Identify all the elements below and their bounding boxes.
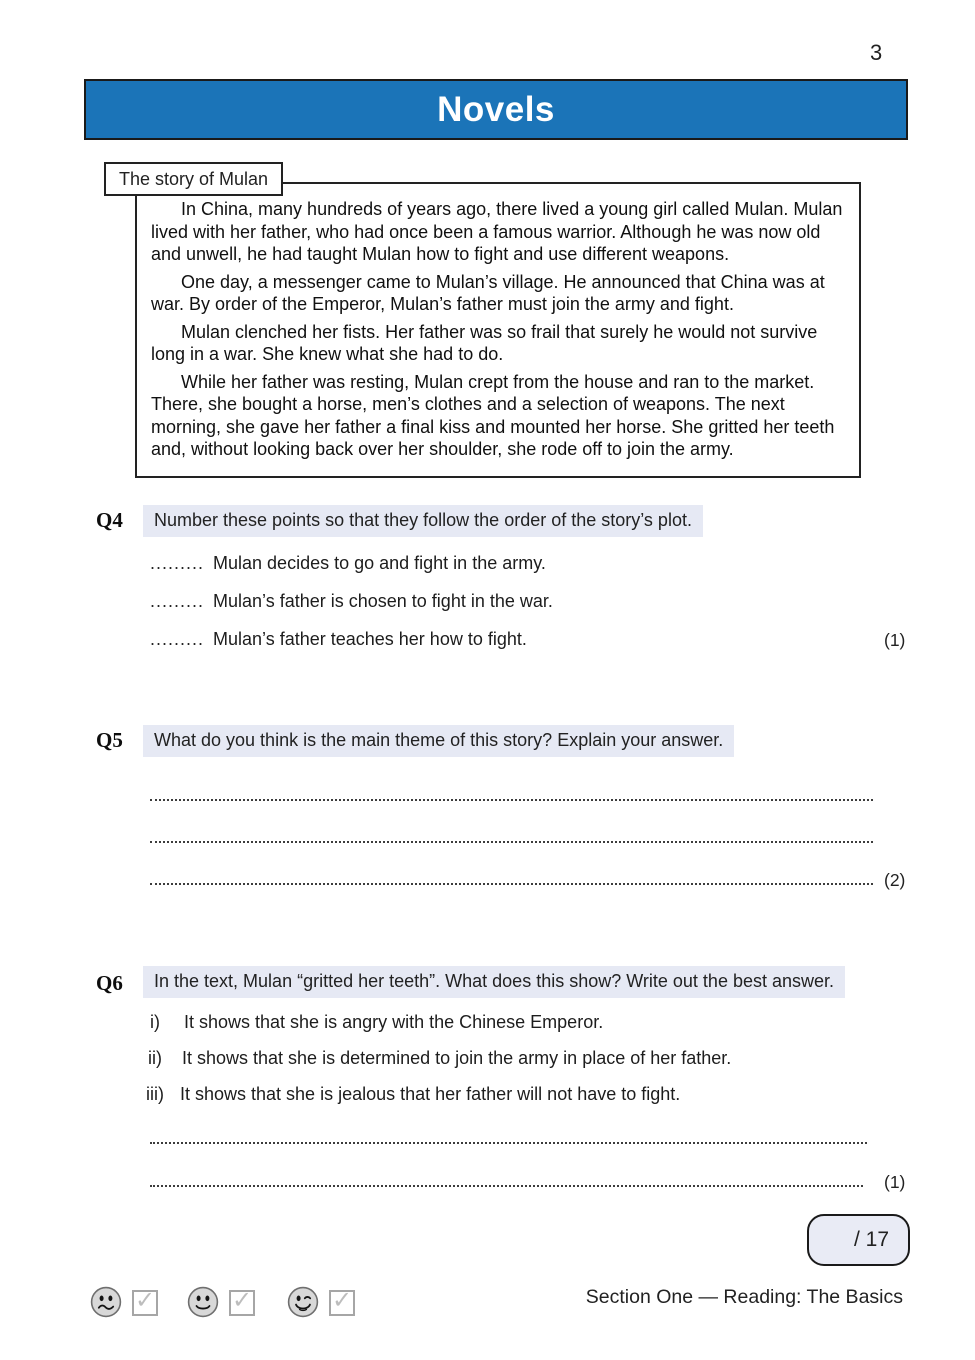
q6-option-1 <box>150 1012 870 1033</box>
story-paragraph-3: Mulan clenched her fists. Her father was so frail that surely he would not survive long in a war. She knew what she had to do. <box>151 321 818 364</box>
q5-answer-line-1[interactable] <box>150 799 873 801</box>
winking-face-icon <box>287 1286 319 1318</box>
q6-option-2-numeral: ii) <box>148 1048 162 1068</box>
check-icon: ✓ <box>331 1287 353 1314</box>
story-paragraph-4: While her father was resting, Mulan crept from the house and ran to the market. There, she bought a horse, men’s clothes and a selection of weapons. The next morning, she gave her father a final kiss and mounted her horse. She gritted her teeth and, without looking back over her shoulder, she rode off to join the army. <box>151 371 835 459</box>
q4-item-3 <box>150 629 527 650</box>
section-footer: Section One — Reading: The Basics <box>585 1286 903 1308</box>
q5-prompt: What do you think is the main theme of this story? Explain your answer. <box>143 725 734 757</box>
story-text-box <box>135 182 861 478</box>
q4-item-1 <box>150 553 546 574</box>
q6-option-1-numeral: i) <box>150 1012 160 1032</box>
confused-face-icon <box>90 1286 122 1318</box>
story-title: The story of Mulan <box>119 168 269 189</box>
q4-item-1-text: Mulan decides to go and fight in the army. <box>213 553 546 573</box>
page-title-banner <box>84 79 908 140</box>
q6-mark: (1) <box>884 1172 906 1192</box>
q5-answer-line-2[interactable] <box>150 841 873 843</box>
q6-answer-line-2[interactable] <box>150 1185 863 1187</box>
score-label: / 17 <box>853 1228 890 1251</box>
q6-answer-line-1[interactable] <box>150 1142 867 1144</box>
story-title-box <box>104 162 283 196</box>
q6-prompt: In the text, Mulan “gritted her teeth”. What does this show? Write out the best answer. <box>143 966 845 998</box>
story-paragraph-2: One day, a messenger came to Mulan’s village. He announced that China was at war. By order of the Emperor, Mulan’s father must join the army and fight. <box>151 271 825 314</box>
q4-label: Q4 <box>96 508 123 532</box>
q4-item-2-text: Mulan’s father is chosen to fight in the war. <box>213 591 553 611</box>
page-title: Novels <box>437 89 555 129</box>
check-icon: ✓ <box>231 1287 253 1314</box>
q6-option-3-text: It shows that she is jealous that her father will not have to fight. <box>180 1084 681 1104</box>
self-assessment-checkbox-3[interactable] <box>329 1287 355 1316</box>
q4-item-2 <box>150 591 553 612</box>
q4-prompt: Number these points so that they follow the order of the story’s plot. <box>143 505 703 537</box>
q6-option-3-numeral: iii) <box>146 1084 164 1104</box>
score-box <box>807 1214 910 1266</box>
check-icon: ✓ <box>134 1287 156 1314</box>
q4-item-3-text: Mulan’s father teaches her how to fight. <box>213 629 527 649</box>
answer-dots-1[interactable]: ......... <box>150 553 205 573</box>
self-assessment-checkbox-1[interactable] <box>132 1287 158 1316</box>
self-assessment-checkbox-2[interactable] <box>229 1287 255 1316</box>
q6-option-1-text: It shows that she is angry with the Chinese Emperor. <box>184 1012 604 1032</box>
q4-mark: (1) <box>884 630 906 650</box>
q5-label: Q5 <box>96 728 123 752</box>
q5-mark: (2) <box>884 870 906 890</box>
q6-option-2-text: It shows that she is determined to join the army in place of her father. <box>182 1048 732 1068</box>
page-number: 3 <box>870 40 883 65</box>
q6-option-3 <box>146 1084 866 1105</box>
story-paragraph-1: In China, many hundreds of years ago, there lived a young girl called Mulan. Mulan lived with her father, who had once been a famous warrior. Although he was now old and unwell, he had taught Mulan how to fight and use different weapons. <box>151 199 843 264</box>
q5-answer-line-3[interactable] <box>150 883 873 885</box>
answer-dots-3[interactable]: ......... <box>150 629 205 649</box>
q6-option-2 <box>148 1048 868 1069</box>
smiley-face-icon <box>187 1286 219 1318</box>
q6-label: Q6 <box>96 971 123 995</box>
answer-dots-2[interactable]: ......... <box>150 591 205 611</box>
